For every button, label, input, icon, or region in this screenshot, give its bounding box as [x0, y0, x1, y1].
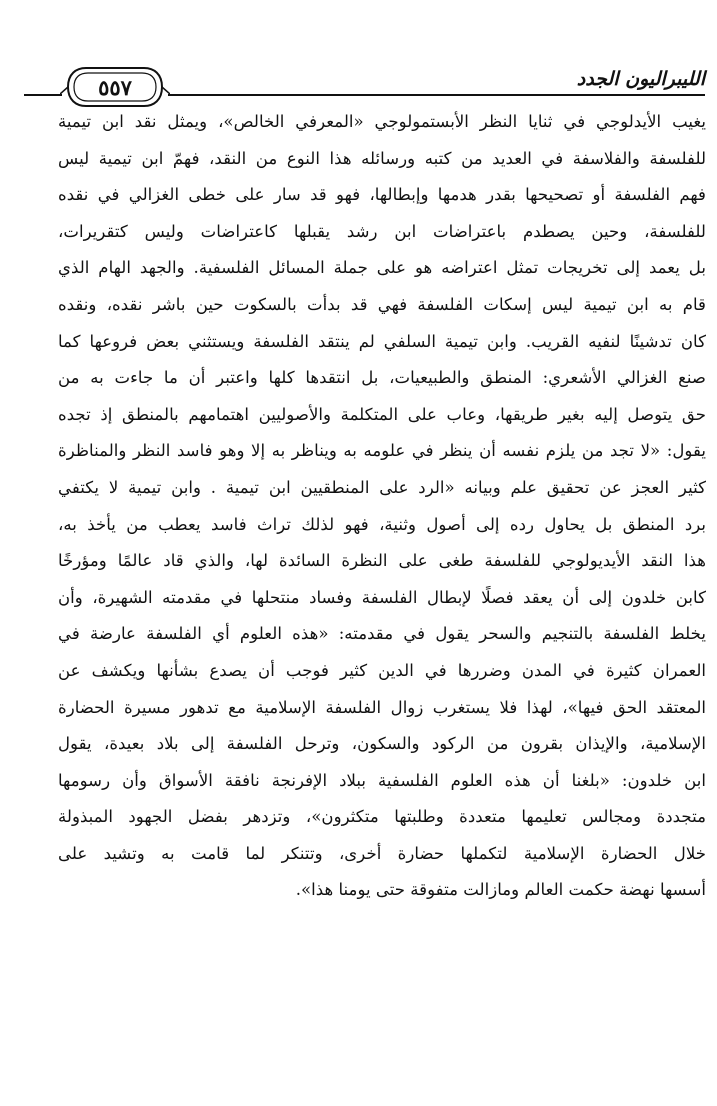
text-line: يغيب الأيدلوجي في ثنايا النظر الأبستمولوجي «المعرفي الخالص»، ويمثل نقد ابن تيمية	[58, 112, 706, 131]
text-line: هذا النقد الأيديولوجي للفلسفة طغى على النظرة السائدة لها، والذي قاد عالمًا ومؤرخًا	[58, 551, 706, 571]
body-text	[58, 104, 706, 909]
text-line: فهم الفلسفة أو تصحيحها بقدر هدمها وإبطالها، فهو قد سار على خطى الغزالي في نقده	[58, 185, 706, 205]
page-number: ٥٥٧	[98, 75, 132, 100]
text-line: العمران كثيرة في المدن وضررها في الدين كثير فوجب أن يصدع بشأنها ويكشف عن	[58, 660, 706, 680]
text-line: كابن خلدون إلى أن يعقد فصلًا لإبطال الفلسفة وفساد منتحلها في مقدمته الشهيرة، وأن	[58, 587, 706, 607]
page-header	[0, 0, 717, 112]
text-line: حق يتوصل إليه بغير طريقها، وعاب على المتكلمة والأصوليين اهتمامهم بالمنطق إذ تجده	[58, 404, 706, 424]
text-line: أسسها نهضة حكمت العالم ومازالت متفوقة حتى يومنا هذا».	[295, 880, 706, 900]
text-line: الإسلامية، والإيذان بقرون من الركود والسكون، وترحل الفلسفة إلى بلاد بعيدة، يقول	[58, 734, 706, 754]
text-line: يقول: «لا تجد من يلزم نفسه أن ينظر في علومه به ويناظر به إلا وهو فاسد النظر والمناظرة	[58, 441, 706, 461]
text-line: للفلسفة والفلاسفة في العديد من كتبه ورسائله هذا النوع من النقد، فهمّ ابن تيمية ليس	[58, 148, 706, 168]
running-title: الليبراليون الجدد	[576, 68, 705, 90]
text-line: ابن خلدون: «بلغنا أن هذه العلوم الفلسفية ببلاد الإفرنجة نافقة الأسواق وأن رسومها	[58, 770, 706, 790]
text-line: بل يعمد إلى تخريجات تمثل اعتراضه هو على جملة المسائل الفلسفية. والجهد الهام الذي	[58, 258, 706, 278]
header-rule	[168, 94, 705, 96]
text-line: المعتقد الحق فيها»، لهذا فلا يستغرب زوال الفلسفة الإسلامية مع تدهور مسيرة الحضارة	[58, 697, 706, 717]
text-line: خلال الحضارة الإسلامية لتكملها حضارة أخرى، وتتنكر لما قامت به وتشيد على	[58, 843, 706, 863]
text-line: يخلط الفلسفة بالتنجيم والسحر يقول في مقدمته: «هذه العلوم أي الفلسفة عارضة في	[58, 624, 706, 644]
text-line: للفلسفة، وحين يصطدم باعتراضات ابن رشد يقبلها كاعتراضات وليس كتقريرات،	[58, 221, 706, 241]
text-line: كثير العجز عن تحقيق علم وبيانه «الرد على المنطقيين ابن تيمية . وابن تيمية لا يكتفي	[58, 477, 706, 497]
text-line: متجددة ومجالس تعليمها متعددة وطلبتها متكثرون»، وتزدهر بفضل الجهود المبذولة	[58, 807, 706, 827]
text-line: كان تدشينًا لنفيه القريب. وابن تيمية السلفي لم ينتقد الفلسفة ويستثني بعض فروعها كما	[58, 331, 706, 351]
header-rule-left	[24, 94, 62, 96]
text-line: قام به ابن تيمية ليس إسكات الفلسفة فهي قد بدأت بالسكوت حين باشر نقده، ونقده	[58, 294, 706, 314]
text-line: صنع الغزالي الأشعري: المنطق والطبيعيات، بل انتقدها كلها واعتبر أن ما جاءت به من	[58, 368, 706, 388]
text-line: برد المنطق بل يحاول رده إلى أصول وثنية، فهو لذلك تراث فاسد يعطب من يأخذ به،	[58, 514, 706, 534]
